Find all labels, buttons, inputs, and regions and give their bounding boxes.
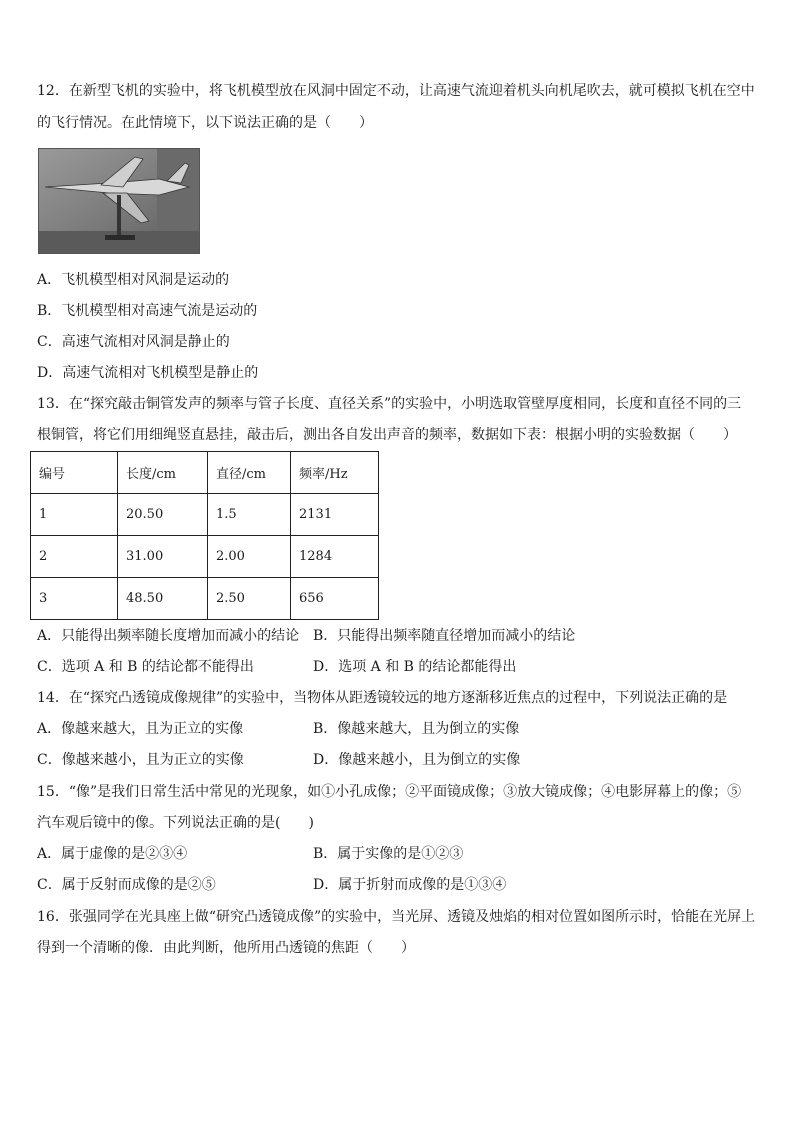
table-header-row	[31, 452, 379, 494]
q12-stem-line2: 的飞行情况。在此情境下，以下说法正确的是（ ）	[37, 115, 373, 131]
q15-option-c: C．属于反射而成像的是②⑤	[37, 877, 216, 893]
q15-option-b: B．属于实像的是①②③	[313, 846, 464, 862]
table-cell: 2	[31, 536, 118, 578]
table-cell: 20.50	[118, 494, 208, 536]
q15-option-d: D．属于折射而成像的是①③④	[313, 877, 507, 893]
table-row	[31, 536, 379, 578]
q12-stem-line1: 12．在新型飞机的实验中，将飞机模型放在风洞中固定不动，让高速气流迎着机头向机尾吹去，就可模拟飞机在空中	[37, 83, 755, 99]
q14-option-b: B．像越来越大，且为倒立的实像	[313, 721, 520, 737]
table-row	[31, 494, 379, 536]
q14-option-a: A．像越来越大，且为正立的实像	[37, 721, 244, 737]
table-header-cell: 直径/cm	[208, 452, 291, 494]
q14-option-c: C．像越来越小，且为正立的实像	[37, 752, 244, 768]
copper-tube-data-table	[30, 451, 379, 620]
q13-option-b: B．只能得出频率随直径增加而减小的结论	[313, 628, 576, 644]
q12-option-b: B．飞机模型相对高速气流是运动的	[37, 303, 258, 319]
table-cell: 48.50	[118, 578, 208, 620]
q12-option-d: D．高速气流相对飞机模型是静止的	[37, 365, 259, 381]
table-cell: 31.00	[118, 536, 208, 578]
table-cell: 656	[291, 578, 379, 620]
table-header-cell: 长度/cm	[118, 452, 208, 494]
q15-stem-line2: 汽车观后镜中的像。下列说法正确的是( )	[37, 815, 314, 831]
table-cell: 2.50	[208, 578, 291, 620]
airplane-model-illustration	[39, 149, 199, 253]
q13-stem-line1: 13．在“探究敲击铜管发声的频率与管子长度、直径关系”的实验中，小明选取管壁厚度相同，长度和直径不同的三	[37, 396, 742, 412]
table-header-cell: 编号	[31, 452, 118, 494]
q14-stem-line1: 14．在“探究凸透镜成像规律”的实验中，当物体从距透镜较远的地方逐渐移近焦点的过程中，下列说法正确的是	[37, 690, 728, 706]
q12-option-c: C．高速气流相对风洞是静止的	[37, 334, 230, 350]
q15-stem-line1: 15．“像”是我们日常生活中常见的光现象，如①小孔成像；②平面镜成像；③放大镜成像；④电影屏幕上的像；⑤	[37, 784, 742, 800]
table-cell: 1.5	[208, 494, 291, 536]
q13-option-c: C．选项 A 和 B 的结论都不能得出	[37, 659, 254, 675]
wind-tunnel-airplane-photo	[38, 148, 200, 254]
q16-stem-line2: 得到一个清晰的像．由此判断，他所用凸透镜的焦距（ ）	[37, 940, 415, 956]
table-cell: 1	[31, 494, 118, 536]
q13-option-a: A．只能得出频率随长度增加而减小的结论	[37, 628, 300, 644]
q15-option-a: A．属于虚像的是②③④	[37, 846, 188, 862]
q12-option-a: A．飞机模型相对风洞是运动的	[37, 272, 230, 288]
table-header-cell: 频率/Hz	[291, 452, 379, 494]
q14-option-d: D．像越来越小，且为倒立的实像	[313, 752, 521, 768]
q13-stem-line2: 根铜管，将它们用细绳竖直悬挂，敲击后，测出各自发出声音的频率，数据如下表：根据小明的实验数据（ ）	[37, 427, 737, 443]
table-cell: 2.00	[208, 536, 291, 578]
q16-stem-line1: 16．张强同学在光具座上做“研究凸透镜成像”的实验中，当光屏、透镜及烛焰的相对位置如图所示时，恰能在光屏上	[37, 909, 756, 925]
table-cell: 1284	[291, 536, 379, 578]
q13-option-d: D．选项 A 和 B 的结论都能得出	[313, 659, 517, 675]
table-cell: 2131	[291, 494, 379, 536]
table-row	[31, 578, 379, 620]
table-cell: 3	[31, 578, 118, 620]
